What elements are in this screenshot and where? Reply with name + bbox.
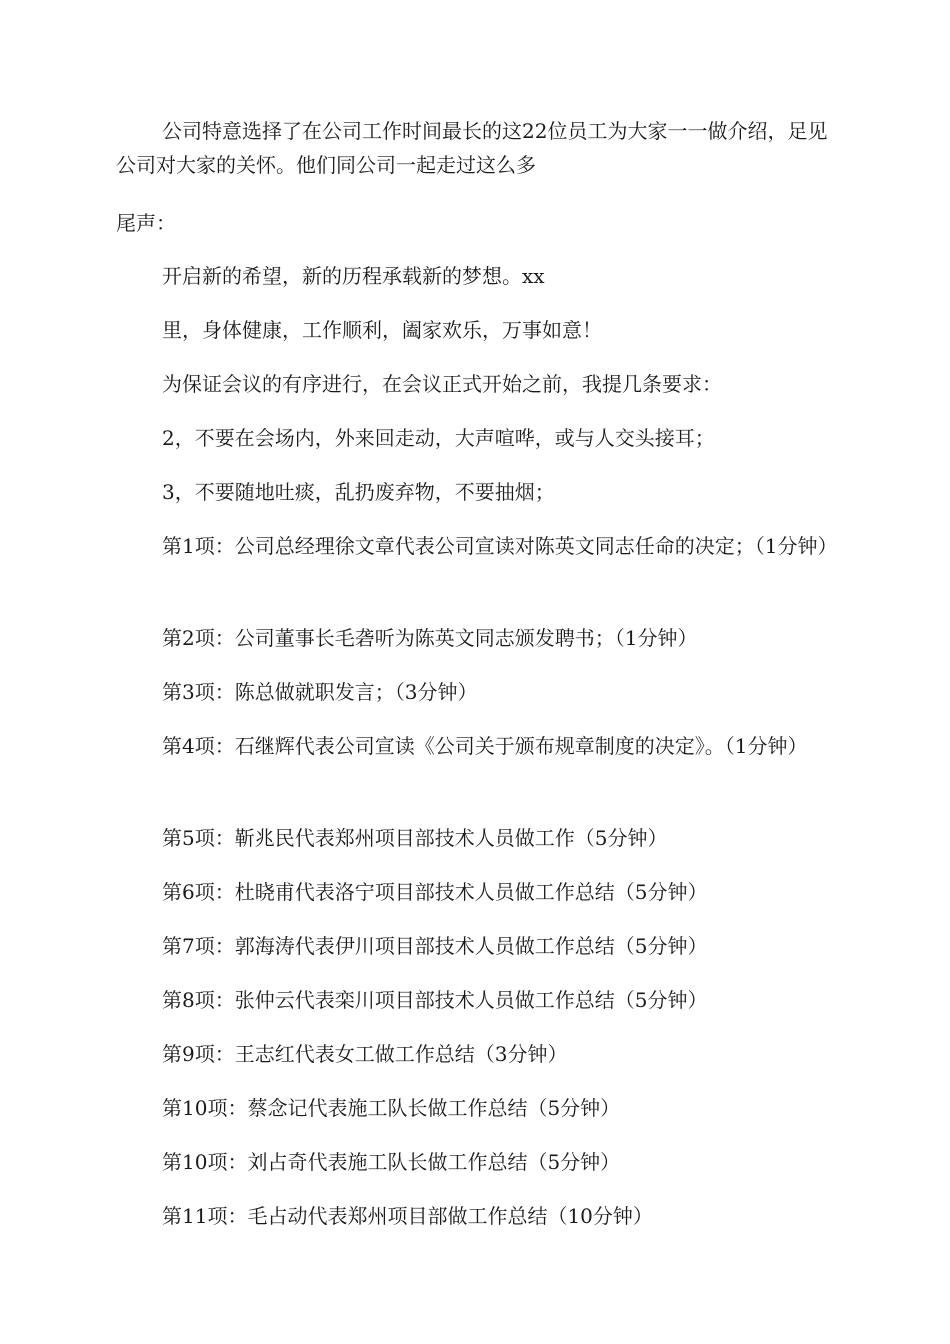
agenda-item-11: 第11项：毛占动代表郑州项目部做工作总结（10分钟） xyxy=(162,1204,653,1228)
agenda-item-9: 第9项：王志红代表女工做工作总结（3分钟） xyxy=(162,1042,568,1066)
paragraph-rule-2: 2，不要在会场内，外来回走动，大声喧哗，或与人交头接耳； xyxy=(162,426,715,450)
agenda-item-1: 第1项：公司总经理徐文章代表公司宣读对陈英文同志任命的决定；（1分钟） xyxy=(162,534,838,558)
agenda-item-10a: 第10项：蔡念记代表施工队长做工作总结（5分钟） xyxy=(162,1096,621,1120)
agenda-item-10b: 第10项：刘占奇代表施工队长做工作总结（5分钟） xyxy=(162,1150,621,1174)
paragraph-meeting-rules-intro: 为保证会议的有序进行，在会议正式开始之前，我提几条要求： xyxy=(162,372,722,396)
agenda-item-5: 第5项：靳兆民代表郑州项目部技术人员做工作（5分钟） xyxy=(162,826,668,850)
paragraph-rule-3: 3，不要随地吐痰，乱扔废弃物，不要抽烟； xyxy=(162,480,555,504)
agenda-item-2: 第2项：公司董事长毛砻听为陈英文同志颁发聘书；（1分钟） xyxy=(162,626,698,650)
agenda-item-8: 第8项：张仲云代表栾川项目部技术人员做工作总结（5分钟） xyxy=(162,988,708,1012)
paragraph-new-hope: 开启新的希望，新的历程承载新的梦想。xx xyxy=(162,264,545,288)
paragraph-wishes: 里，身体健康，工作顺利，阖家欢乐，万事如意！ xyxy=(162,318,602,342)
agenda-item-3: 第3项：陈总做就职发言；（3分钟） xyxy=(162,680,478,704)
agenda-item-4: 第4项：石继辉代表公司宣读《公司关于颁布规章制度的决定》。（1分钟） xyxy=(162,734,808,758)
agenda-item-7: 第7项：郭海涛代表伊川项目部技术人员做工作总结（5分钟） xyxy=(162,934,708,958)
agenda-item-6: 第6项：杜晓甫代表洛宁项目部技术人员做工作总结（5分钟） xyxy=(162,880,708,904)
paragraph-intro: 公司特意选择了在公司工作时间最长的这22位员工为大家一一做介绍，足见公司对大家的关怀。他们同公司一起走过这么多 xyxy=(116,119,828,177)
paragraph-epilogue-heading: 尾声： xyxy=(116,211,176,235)
